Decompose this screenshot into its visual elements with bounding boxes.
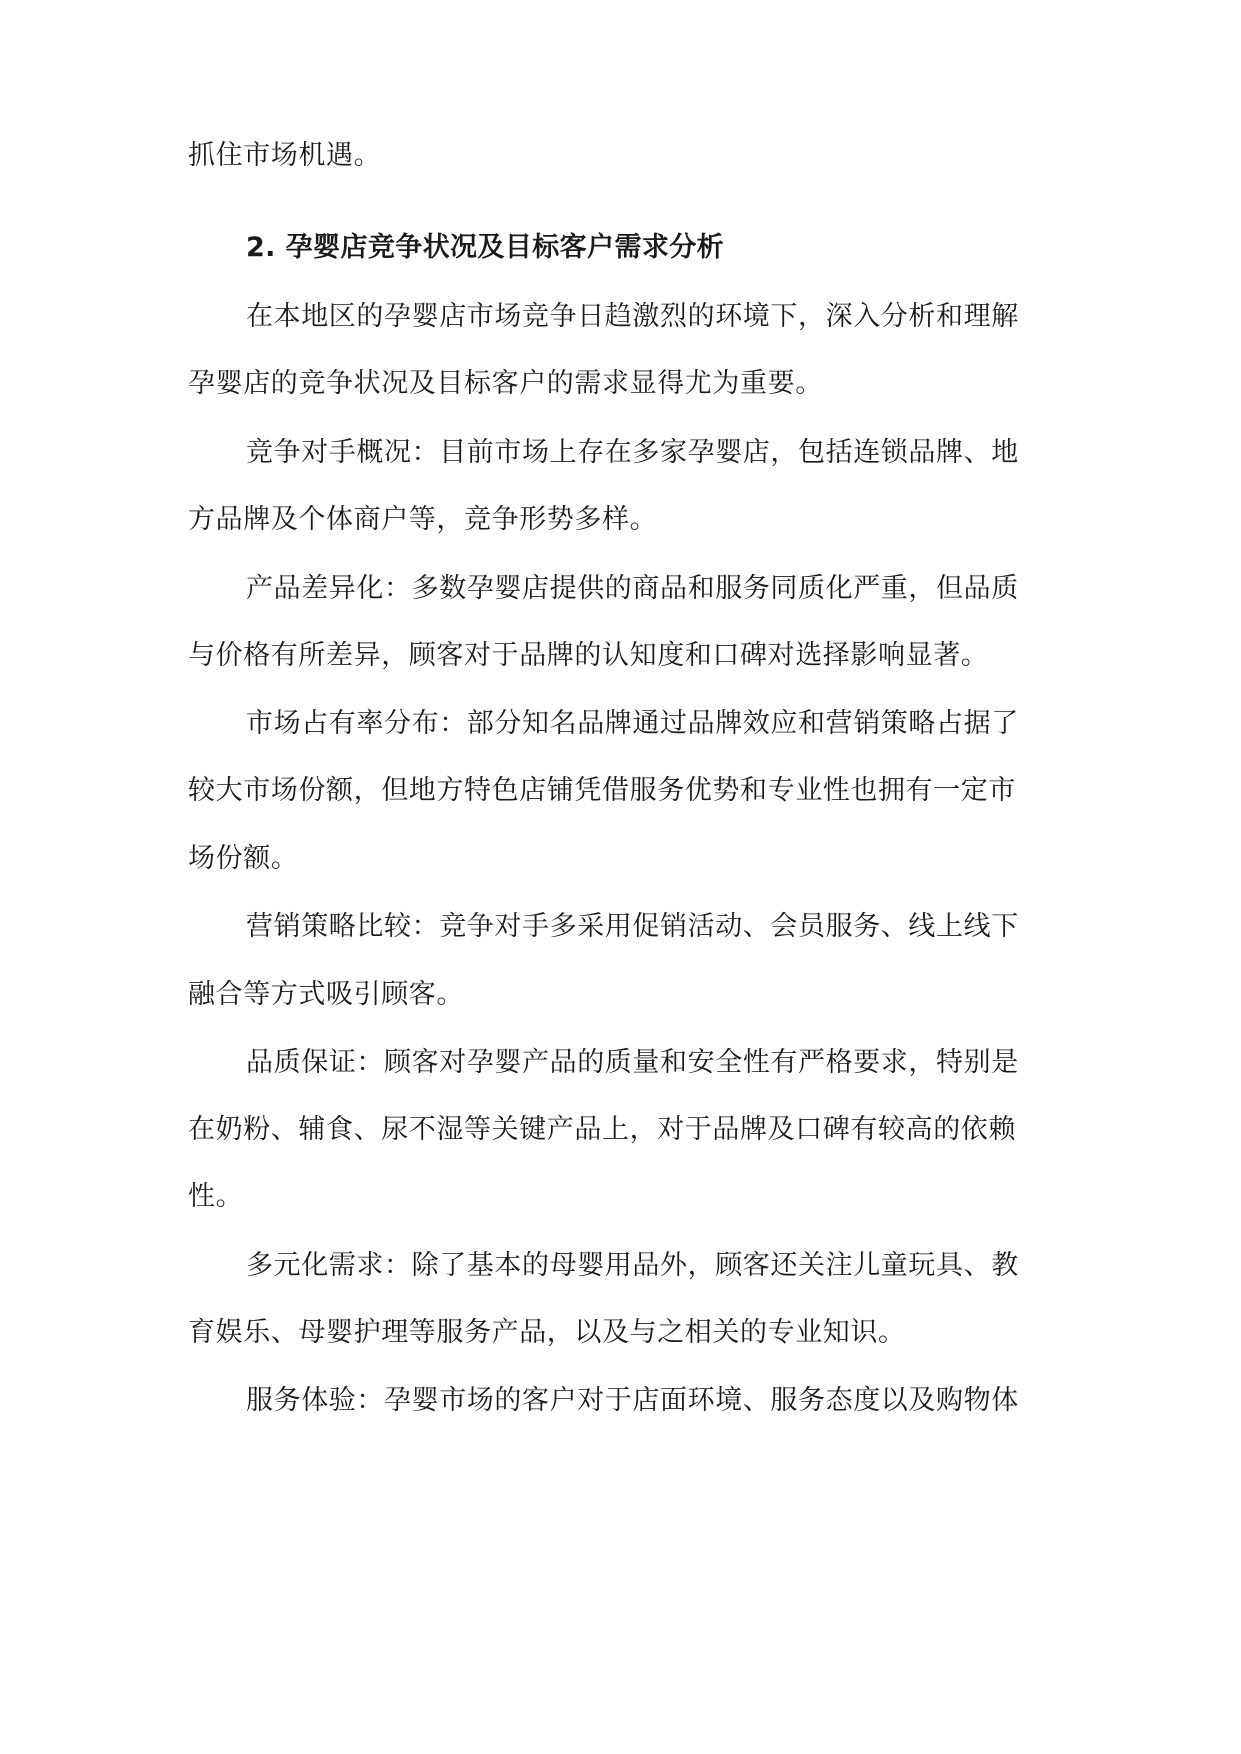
paragraph-line: 服务体验：孕婴市场的客户对于店面环境、服务态度以及购物体: [246, 1385, 1019, 1416]
paragraph-line: 性。: [188, 1181, 244, 1212]
paragraph-line: 与价格有所差异，顾客对于品牌的认知度和口碑对选择影响显著。: [188, 640, 989, 671]
paragraph-line: 市场占有率分布：部分知名品牌通过品牌效应和营销策略占据了: [246, 708, 1019, 739]
paragraph-line: 融合等方式吸引顾客。: [188, 979, 464, 1010]
intro-tail-line: 抓住市场机遇。: [188, 140, 382, 171]
paragraph-line: 孕婴店的竞争状况及目标客户的需求显得尤为重要。: [188, 368, 823, 399]
paragraph-line: 在奶粉、辅食、尿不湿等关键产品上，对于品牌及口碑有较高的依赖: [188, 1114, 1016, 1145]
paragraph-line: 在本地区的孕婴店市场竞争日趋激烈的环境下，深入分析和理解: [246, 301, 1019, 332]
paragraph-line: 多元化需求：除了基本的母婴用品外，顾客还关注儿童玩具、教: [246, 1250, 1019, 1281]
paragraph-line: 品质保证：顾客对孕婴产品的质量和安全性有严格要求，特别是: [246, 1047, 1019, 1078]
paragraph-line: 营销策略比较：竞争对手多采用促销活动、会员服务、线上线下: [246, 911, 1019, 942]
section-heading: 2. 孕婴店竞争状况及目标客户需求分析: [246, 232, 725, 263]
paragraph-line: 育娱乐、母婴护理等服务产品，以及与之相关的专业知识。: [188, 1317, 906, 1348]
paragraph-line: 场份额。: [188, 843, 299, 874]
paragraph-line: 竞争对手概况：目前市场上存在多家孕婴店，包括连锁品牌、地: [246, 437, 1019, 468]
paragraph-line: 方品牌及个体商户等，竞争形势多样。: [188, 504, 658, 535]
paragraph-line: 较大市场份额，但地方特色店铺凭借服务优势和专业性也拥有一定市: [188, 775, 1016, 806]
paragraph-line: 产品差异化：多数孕婴店提供的商品和服务同质化严重，但品质: [246, 573, 1019, 604]
